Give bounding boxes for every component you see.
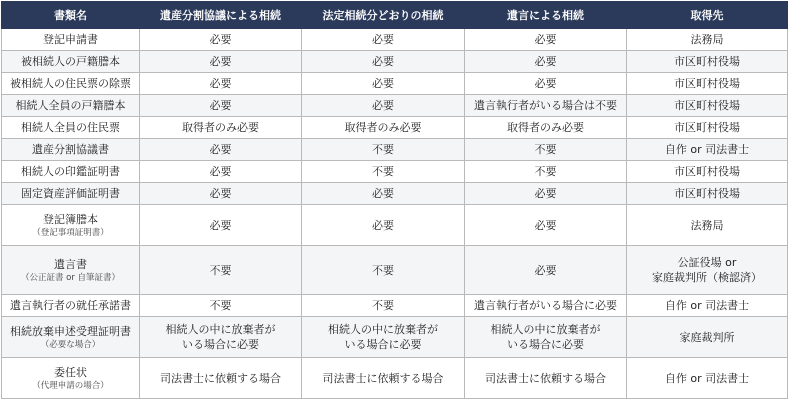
cell-statutory-share: 取得者のみ必要 bbox=[302, 117, 465, 139]
table-row bbox=[2, 51, 788, 73]
cell-statutory-share: 必要 bbox=[302, 205, 465, 246]
cell-by-will: 遺言執行者がいる場合に必要 bbox=[465, 295, 627, 317]
cell-document-name bbox=[2, 161, 140, 183]
cell-document-name bbox=[2, 317, 140, 358]
table-row bbox=[2, 205, 788, 246]
cell-document-name bbox=[2, 139, 140, 161]
cell-by-will: 必要 bbox=[465, 29, 627, 51]
document-name: 相続人の印鑑証明書 bbox=[21, 165, 120, 178]
header-source: 取得先 bbox=[627, 2, 788, 29]
document-name: 被相続人の住民票の除票 bbox=[10, 77, 131, 90]
header-statutory-share: 法定相続分どおりの相続 bbox=[302, 2, 465, 29]
cell-source: 公証役場 or 家庭裁判所（検認済） bbox=[627, 246, 788, 295]
document-name-note: （登記事項証明書） bbox=[32, 227, 109, 238]
cell-document-name bbox=[2, 117, 140, 139]
document-name: 相続人全員の戸籍謄本 bbox=[15, 99, 126, 112]
document-name: 委任状 bbox=[54, 365, 87, 379]
cell-source: 市区町村役場 bbox=[627, 117, 788, 139]
cell-statutory-share: 必要 bbox=[302, 95, 465, 117]
document-name-note: （必要な場合） bbox=[40, 339, 101, 350]
cell-document-name bbox=[2, 246, 140, 295]
cell-division-agreement: 不要 bbox=[140, 246, 302, 295]
cell-document-name bbox=[2, 95, 140, 117]
cell-division-agreement: 必要 bbox=[140, 205, 302, 246]
cell-source: 市区町村役場 bbox=[627, 73, 788, 95]
cell-statutory-share: 司法書士に依頼する場合 bbox=[302, 358, 465, 399]
cell-division-agreement: 必要 bbox=[140, 51, 302, 73]
header-document-name: 書類名 bbox=[2, 2, 140, 29]
table-body bbox=[2, 29, 788, 399]
cell-by-will: 必要 bbox=[465, 183, 627, 205]
cell-by-will: 取得者のみ必要 bbox=[465, 117, 627, 139]
cell-division-agreement: 必要 bbox=[140, 73, 302, 95]
cell-by-will: 司法書士に依頼する場合 bbox=[465, 358, 627, 399]
cell-source: 市区町村役場 bbox=[627, 51, 788, 73]
cell-by-will: 必要 bbox=[465, 205, 627, 246]
cell-division-agreement: 取得者のみ必要 bbox=[140, 117, 302, 139]
table-row bbox=[2, 183, 788, 205]
cell-statutory-share: 相続人の中に放棄者が いる場合に必要 bbox=[302, 317, 465, 358]
document-name-note: （公正証書 or 自筆証書） bbox=[20, 272, 121, 283]
table-row bbox=[2, 358, 788, 399]
table-row bbox=[2, 295, 788, 317]
cell-by-will: 相続人の中に放棄者が いる場合に必要 bbox=[465, 317, 627, 358]
cell-source: 自作 or 司法書士 bbox=[627, 139, 788, 161]
cell-division-agreement: 相続人の中に放棄者が いる場合に必要 bbox=[140, 317, 302, 358]
document-name: 登記簿謄本 bbox=[43, 212, 98, 226]
cell-document-name bbox=[2, 183, 140, 205]
table-row bbox=[2, 29, 788, 51]
cell-by-will: 遺言執行者がいる場合は不要 bbox=[465, 95, 627, 117]
cell-document-name bbox=[2, 295, 140, 317]
table-row bbox=[2, 139, 788, 161]
cell-statutory-share: 不要 bbox=[302, 161, 465, 183]
cell-statutory-share: 不要 bbox=[302, 139, 465, 161]
document-name: 登記申請書 bbox=[43, 33, 98, 46]
cell-by-will: 必要 bbox=[465, 51, 627, 73]
cell-by-will: 必要 bbox=[465, 73, 627, 95]
cell-division-agreement: 不要 bbox=[140, 295, 302, 317]
table-header-row bbox=[2, 2, 788, 29]
cell-source: 市区町村役場 bbox=[627, 183, 788, 205]
cell-division-agreement: 必要 bbox=[140, 29, 302, 51]
cell-division-agreement: 必要 bbox=[140, 95, 302, 117]
cell-source: 法務局 bbox=[627, 29, 788, 51]
cell-statutory-share: 必要 bbox=[302, 51, 465, 73]
document-name: 被相続人の戸籍謄本 bbox=[21, 55, 120, 68]
cell-source: 市区町村役場 bbox=[627, 95, 788, 117]
cell-statutory-share: 必要 bbox=[302, 29, 465, 51]
cell-division-agreement: 必要 bbox=[140, 183, 302, 205]
header-by-will: 遺言による相続 bbox=[465, 2, 627, 29]
cell-source: 法務局 bbox=[627, 205, 788, 246]
cell-source: 市区町村役場 bbox=[627, 161, 788, 183]
inheritance-documents-table bbox=[1, 1, 788, 399]
cell-by-will: 不要 bbox=[465, 139, 627, 161]
cell-statutory-share: 必要 bbox=[302, 183, 465, 205]
cell-statutory-share: 必要 bbox=[302, 73, 465, 95]
cell-statutory-share: 不要 bbox=[302, 246, 465, 295]
cell-division-agreement: 必要 bbox=[140, 139, 302, 161]
cell-division-agreement: 必要 bbox=[140, 161, 302, 183]
document-name: 固定資産評価証明書 bbox=[21, 187, 120, 200]
document-name-note: （代理申請の場合） bbox=[32, 380, 109, 391]
document-name: 遺産分割協議書 bbox=[32, 143, 109, 156]
cell-by-will: 必要 bbox=[465, 246, 627, 295]
table-row bbox=[2, 317, 788, 358]
header-division-agreement: 遺産分割協議による相続 bbox=[140, 2, 302, 29]
table-row bbox=[2, 161, 788, 183]
cell-document-name bbox=[2, 51, 140, 73]
table-row bbox=[2, 246, 788, 295]
cell-document-name bbox=[2, 29, 140, 51]
cell-source: 自作 or 司法書士 bbox=[627, 295, 788, 317]
table-row bbox=[2, 117, 788, 139]
document-name: 相続人全員の住民票 bbox=[21, 121, 120, 134]
cell-source: 家庭裁判所 bbox=[627, 317, 788, 358]
cell-statutory-share: 不要 bbox=[302, 295, 465, 317]
cell-document-name bbox=[2, 205, 140, 246]
cell-document-name bbox=[2, 358, 140, 399]
cell-document-name bbox=[2, 73, 140, 95]
document-name: 遺言執行者の就任承諾書 bbox=[10, 299, 131, 312]
cell-division-agreement: 司法書士に依頼する場合 bbox=[140, 358, 302, 399]
table-row bbox=[2, 73, 788, 95]
document-name: 相続放棄申述受理証明書 bbox=[10, 324, 131, 338]
cell-by-will: 不要 bbox=[465, 161, 627, 183]
document-name: 遺言書 bbox=[54, 257, 87, 271]
cell-source: 自作 or 司法書士 bbox=[627, 358, 788, 399]
table-row bbox=[2, 95, 788, 117]
